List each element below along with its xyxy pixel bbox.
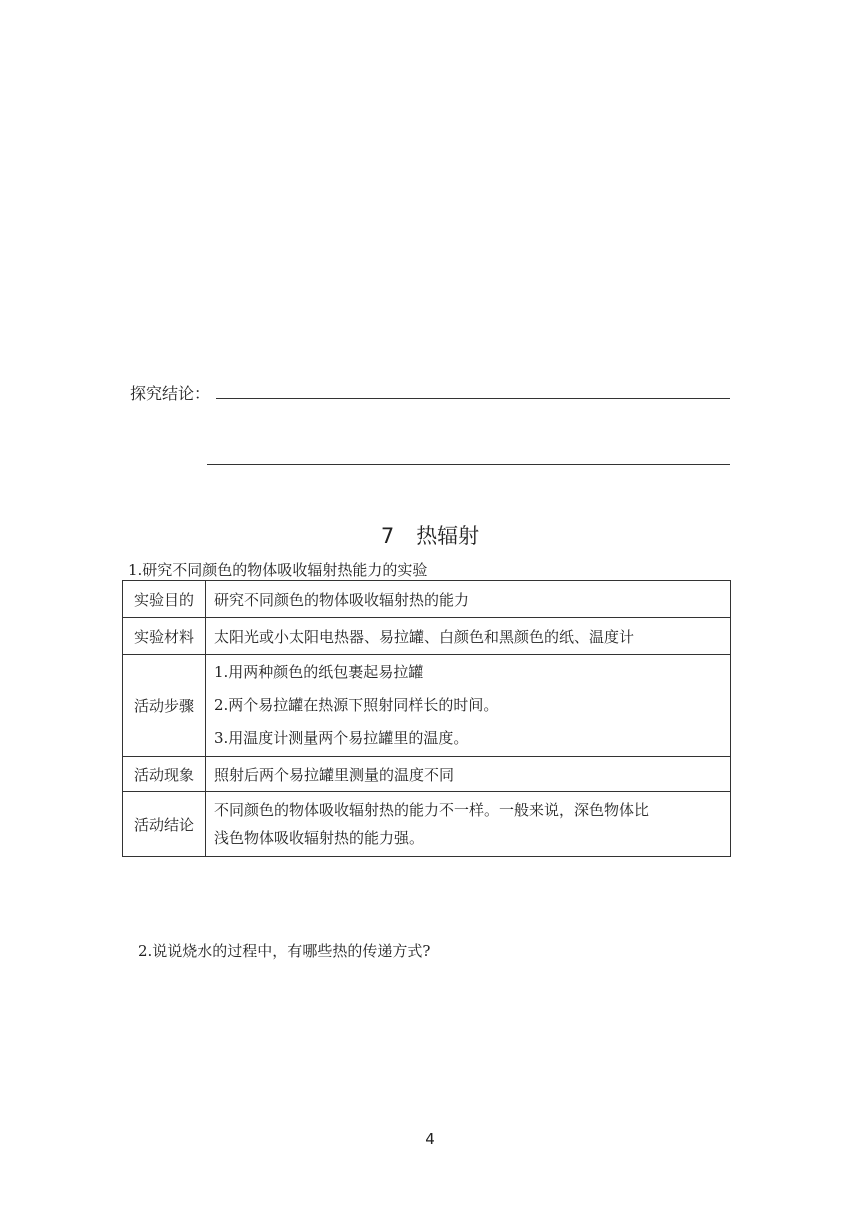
question-1: 1.研究不同颜色的物体吸收辐射热能力的实验	[128, 561, 428, 579]
phenomenon-value: 照射后两个易拉罐里测量的温度不同	[206, 757, 731, 792]
page-number: 4	[425, 1130, 435, 1148]
answer-line-1	[216, 398, 730, 399]
section-title	[0, 520, 860, 550]
table-row	[123, 581, 731, 618]
section-number: 7	[380, 524, 395, 548]
purpose-value: 研究不同颜色的物体吸收辐射热的能力	[206, 581, 731, 618]
table-row	[123, 655, 731, 757]
table-row	[123, 618, 731, 655]
phenomenon-key: 活动现象	[123, 757, 206, 792]
question-2: 2.说说烧水的过程中，有哪些热的传递方式?	[138, 942, 431, 960]
conclusion-value	[206, 792, 731, 857]
answer-line-2	[207, 464, 730, 465]
conclusion-label: 探究结论：	[130, 384, 211, 403]
purpose-key: 实验目的	[123, 581, 206, 618]
table-row	[123, 792, 731, 857]
steps-key: 活动步骤	[123, 655, 206, 757]
materials-key: 实验材料	[123, 618, 206, 655]
step-item: 3.用温度计测量两个易拉罐里的温度。	[214, 729, 469, 747]
section-title-text: 热辐射	[416, 524, 480, 548]
conclusion-line: 浅色物体吸收辐射热的能力强。	[214, 829, 425, 847]
conclusion-key: 活动结论	[123, 792, 206, 857]
conclusion-line: 不同颜色的物体吸收辐射热的能力不一样。一般来说，深色物体比	[214, 801, 650, 819]
step-item: 2.两个易拉罐在热源下照射同样长的时间。	[214, 696, 499, 714]
materials-value: 太阳光或小太阳电热器、易拉罐、白颜色和黑颜色的纸、温度计	[206, 618, 731, 655]
table-row	[123, 757, 731, 792]
step-item: 1.用两种颜色的纸包裹起易拉罐	[214, 663, 424, 681]
experiment-table	[122, 580, 731, 857]
steps-value	[206, 655, 731, 757]
